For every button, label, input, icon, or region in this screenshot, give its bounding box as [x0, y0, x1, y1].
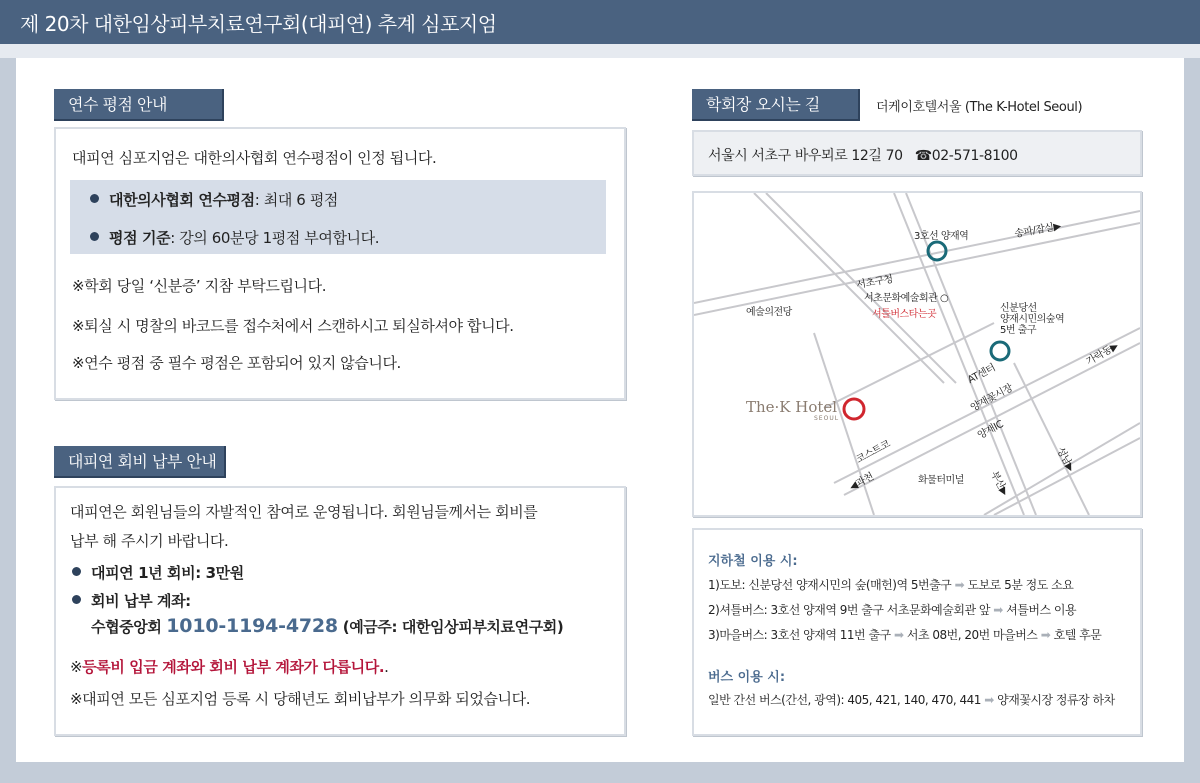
- arrow-right-icon: ➡: [954, 578, 965, 592]
- bottom-stripe: [0, 762, 1200, 783]
- map-label-shuttle-stop: 셔틀버스타는곳: [872, 309, 937, 320]
- credit-note-1: ※학회 당일 ‘신분증’ 지참 부탁드립니다.: [72, 277, 327, 295]
- map-label-at-center: AT센터: [966, 362, 998, 387]
- bus-title: 버스 이용 시:: [708, 670, 786, 685]
- map-label-gwacheon: ◀과천: [847, 471, 876, 494]
- map-label-arts-center: 예술의전당: [746, 307, 792, 318]
- credit-section-tag: 연수 평점 안내: [54, 89, 224, 121]
- subway-title: 지하철 이용 시:: [708, 554, 798, 569]
- fee-item-2: 회비 납부 계좌:: [72, 590, 191, 611]
- map-label-garak: 가락동▶: [1084, 340, 1121, 368]
- fee-section-tag: 대피연 회비 납부 안내: [54, 446, 226, 478]
- address-box: [692, 130, 1142, 176]
- arrow-right-icon: ➡: [1040, 628, 1051, 642]
- bullet-icon: [72, 567, 81, 576]
- direction-shuttle: 2)셔틀버스: 3호선 양재역 9번 출구 서초문화예술회관 앞 ➡ 셔틀버스 이용: [708, 603, 1077, 617]
- credit-item-2: 평점 기준: 강의 60분당 1평점 부여합니다.: [90, 227, 379, 248]
- map-label-freight: 화물터미널: [918, 475, 964, 486]
- hotel-logo: The·K Hotel: [746, 398, 838, 416]
- credit-box: [54, 127, 626, 400]
- bullet-icon: [90, 194, 99, 203]
- direction-bus: 일반 간선 버스(간선, 광역): 405, 421, 140, 470, 441 ➡ 양재꽃시장 정류장 하차: [708, 693, 1115, 707]
- arrow-right-icon: ➡: [893, 628, 904, 642]
- venue-section-tag: 학회장 오시는 길: [692, 89, 860, 121]
- map-label-songpa: 송파/잠실▶: [1013, 220, 1062, 240]
- map-label-seocho-office: 서초구청: [855, 273, 894, 292]
- location-map: [692, 191, 1142, 517]
- fee-note-2: ※대피연 모든 심포지엄 등록 시 당해년도 회비납부가 의무화 되었습니다.: [70, 690, 531, 708]
- map-label-station2: 신분당선 양재시민의숲역 5번 출구: [1000, 303, 1065, 336]
- address-line: 서울시 서초구 바우뫼로 12길 70 ☎02-571-8100: [708, 148, 1018, 164]
- venue-name: 더케이호텔서울 (The K-Hotel Seoul): [876, 100, 1083, 115]
- top-stripe: [0, 44, 1200, 58]
- direction-walk: 1)도보: 신분당선 양재시민의 숲(매헌)역 5번출구 ➡ 도보로 5분 정도 소요: [708, 578, 1074, 592]
- map-label-yangjae-ic: 양재IC: [975, 419, 1006, 442]
- fee-intro-1: 대피연은 회원님들의 자발적인 참여로 운영됩니다. 회원님들께서는 회비를: [70, 503, 538, 521]
- fee-box: [54, 486, 626, 736]
- map-label-seongnam: 성남▶: [1054, 445, 1076, 474]
- map-label-busan: 부산▶: [988, 469, 1010, 498]
- fee-account-line: 수협중앙회 1010-1194-4728 (예금주: 대한임상피부치료연구회): [91, 615, 564, 637]
- credit-intro: 대피연 심포지엄은 대한의사협회 연수평점이 인정 됩니다.: [72, 149, 437, 167]
- hotel-logo-sub: SEOUL: [814, 415, 840, 422]
- arrow-right-icon: ➡: [984, 693, 994, 707]
- fee-item-1: 대피연 1년 회비: 3만원: [72, 562, 244, 583]
- credit-item-1: 대한의사협회 연수평점: 최대 6 평점: [90, 189, 338, 210]
- directions-box: [692, 528, 1142, 736]
- map-label-flower-market: 양재꽃시장: [969, 382, 1015, 414]
- credit-note-2: ※퇴실 시 명찰의 바코드를 접수처에서 스캔하시고 퇴실하셔야 합니다.: [72, 317, 514, 335]
- direction-village-bus: 3)마을버스: 3호선 양재역 11번 출구 ➡ 서초 08번, 20번 마을버스 ➡ 호텔 후문: [708, 628, 1102, 642]
- account-number: 1010-1194-4728: [166, 615, 338, 637]
- map-label-culture-center: 서초문화예술회관 ○: [864, 293, 949, 304]
- fee-note-1: ※등록비 입금 계좌와 회비 납부 계좌가 다릅니다..: [70, 658, 389, 676]
- bullet-icon: [72, 595, 81, 604]
- credit-note-3: ※연수 평점 중 필수 평점은 포함되어 있지 않습니다.: [72, 354, 401, 372]
- map-label-costco: 코스트코: [854, 438, 893, 466]
- station-marker-icon: [991, 342, 1009, 360]
- bullet-icon: [90, 232, 99, 241]
- header-bar: [0, 0, 1200, 44]
- map-label-station1: 3호선 양재역: [914, 231, 969, 242]
- arrow-right-icon: ➡: [993, 603, 1003, 617]
- hotel-marker-icon: [844, 399, 864, 419]
- page-title: 제 20차 대한임상피부치료연구회(대피연) 추계 심포지엄: [20, 12, 497, 36]
- fee-intro-2: 납부 해 주시기 바랍니다.: [70, 532, 229, 550]
